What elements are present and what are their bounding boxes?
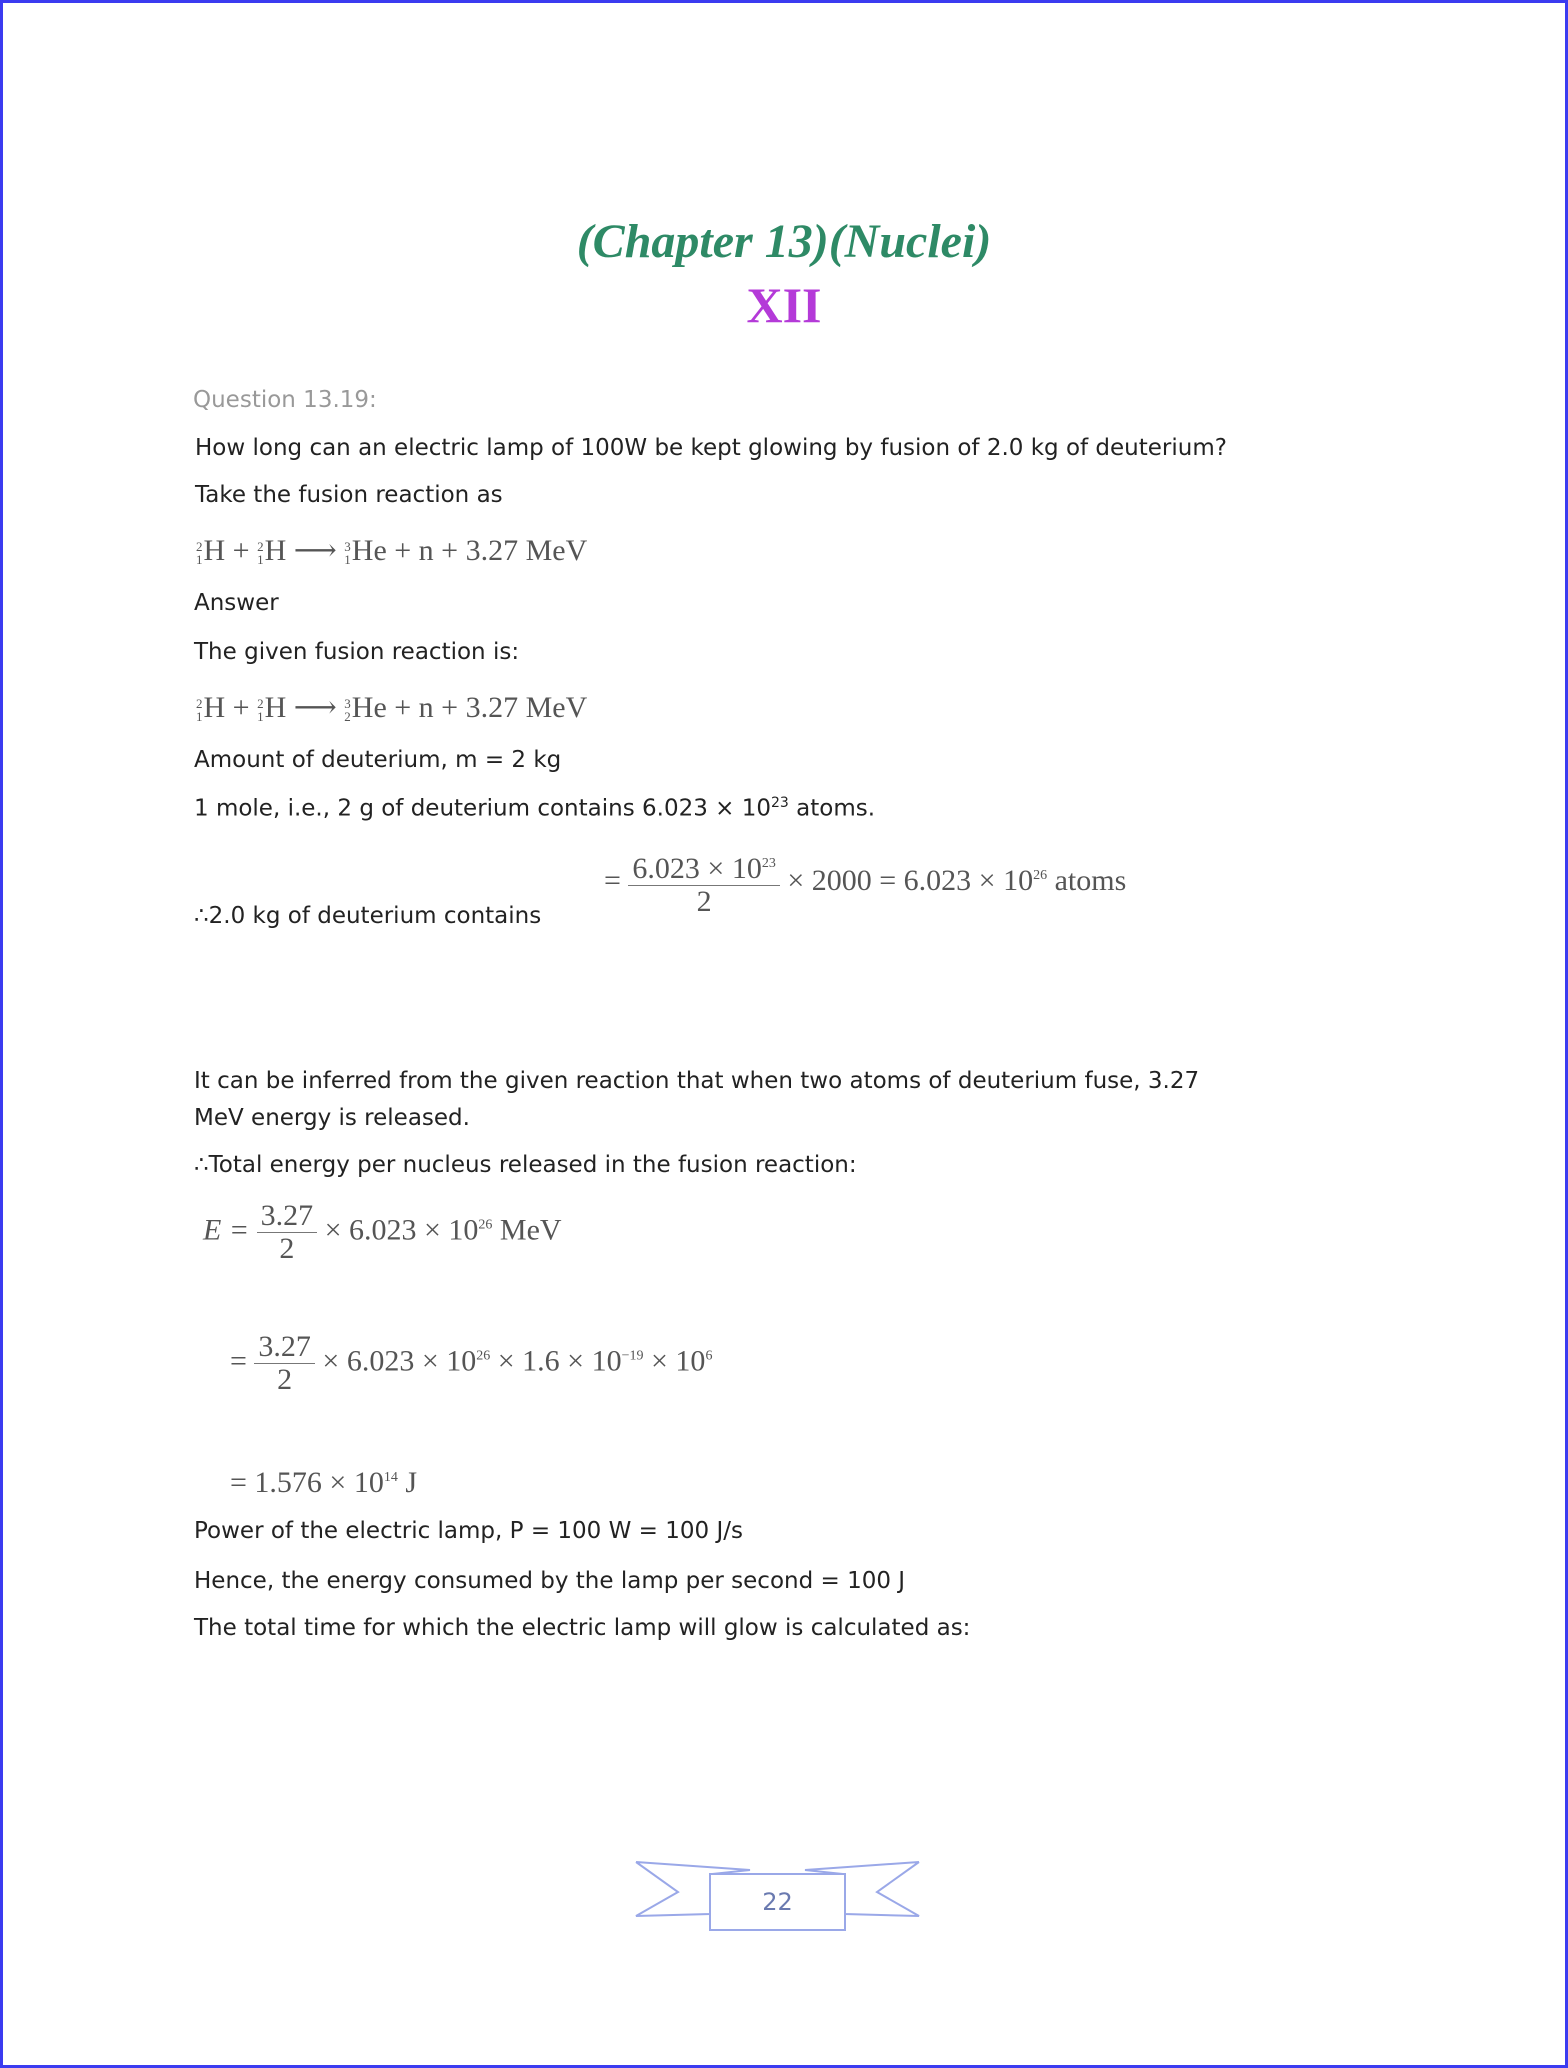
reaction-equation-1: 2 1 H + 2 1 H ⟶ 3 1 He + n + 3.27 MeV xyxy=(196,534,588,568)
question-label: Question 13.19: xyxy=(193,387,377,413)
deuterium-contains: ∴2.0 kg of deuterium contains xyxy=(194,903,542,929)
reaction-equation-2: 2 1 H + 2 1 H ⟶ 3 2 He + n + 3.27 MeV xyxy=(196,691,588,725)
answer-line-1: The given fusion reaction is: xyxy=(194,639,520,665)
energy-per-second: Hence, the energy consumed by the lamp per second = 100 J xyxy=(194,1568,906,1594)
inference-line-1: It can be inferred from the given reaction that when two atoms of deuterium fuse, 3.27 xyxy=(194,1068,1200,1094)
page-number-ribbon xyxy=(630,1858,925,1938)
atoms-equation: = $\frac{6.023 \times 10^{23}}{2}$ × $2000 = 6.023 \times 10^{26}$ atoms xyxy=(604,848,1126,918)
class-label: XII xyxy=(746,277,822,333)
energy-equation-2: = $\frac{3.27}{2}$ × $6.023 \times 10^{26} \times 1.6 \times 10^{-19} \times 10^6$ xyxy=(230,1330,713,1396)
energy-equation-3: = $1.576 \times 10^{14}$ J xyxy=(230,1466,418,1499)
answer-label: Answer xyxy=(194,590,279,616)
energy-equation-1: E = $\frac{3.27}{2}$ × $6.023 \times 10^{26}$ MeV xyxy=(203,1199,562,1265)
lamp-power: Power of the electric lamp, P = 100 W = 100 J/s xyxy=(194,1518,743,1544)
chapter-title: (Chapter 13)(Nuclei) xyxy=(576,215,992,268)
total-energy-label: ∴Total energy per nucleus released in the fusion reaction: xyxy=(194,1152,857,1178)
mole-statement: 1 mole, i.e., 2 g of deuterium contains $6.023 \times 10^{23}$ atoms. xyxy=(194,795,876,822)
inference-line-2: MeV energy is released. xyxy=(194,1105,470,1131)
total-time-label: The total time for which the electric lamp will glow is calculated as: xyxy=(194,1615,971,1641)
deuterium-amount: Amount of deuterium, m = 2 kg xyxy=(194,747,562,773)
question-text: How long can an electric lamp of 100W be kept glowing by fusion of 2.0 kg of deuterium? xyxy=(195,435,1227,461)
page-number: 22 xyxy=(762,1888,793,1916)
question-text-2: Take the fusion reaction as xyxy=(195,482,503,508)
